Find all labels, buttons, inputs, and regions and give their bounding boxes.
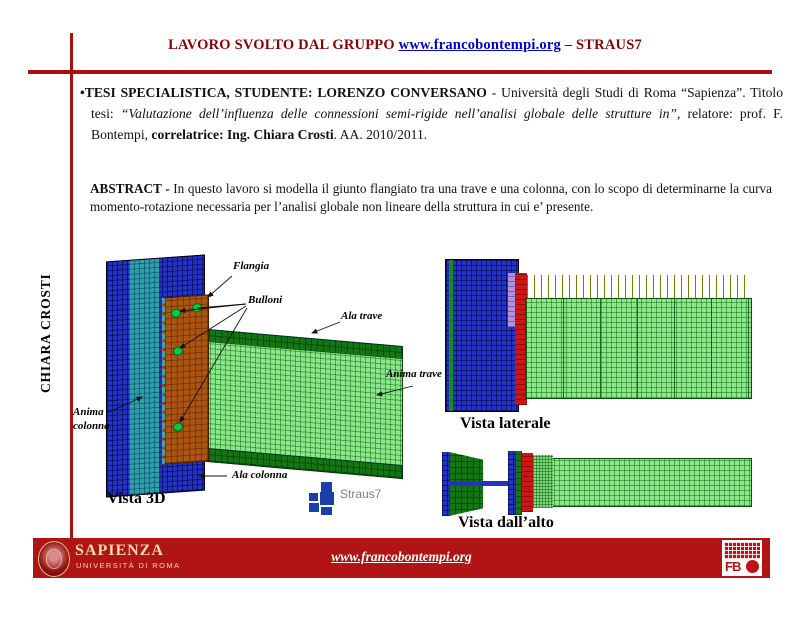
sapienza-emblem-icon [38, 541, 70, 577]
fb-seal-pattern-icon [724, 542, 760, 559]
abstract-body: In questo lavoro si modella il giunto flangiato tra una trave e una colonna, con lo scopo di determinarne la curva momento-rotazione necessaria per l’analisi globale non lineare della struttura in cui e’ presente. [90, 181, 772, 214]
fem-column-face-top [508, 451, 515, 515]
fem-beam-top [533, 458, 752, 507]
fem-flange-plate [162, 294, 209, 464]
bolt-icon [192, 303, 202, 313]
label-anima-trave: Anima trave [386, 368, 442, 380]
bolt-icon [171, 308, 181, 318]
bullet-point: • [80, 85, 85, 100]
straus7-logo-square-icon [309, 493, 318, 501]
figure-top-view [435, 448, 765, 536]
abstract-label: ABSTRACT - [90, 181, 170, 196]
thesis-student-bold: TESI SPECIALISTICA, STUDENTE: LORENZO CONVERSANO [84, 85, 492, 100]
header-title-suffix: – STRAUS7 [564, 37, 642, 53]
slide-header-title [40, 37, 770, 54]
fb-seal-circle-icon [746, 560, 759, 573]
bolt-icon [173, 346, 183, 356]
header-website-link[interactable]: www.francobontempi.org [398, 37, 561, 53]
fem-beam-web [204, 341, 403, 467]
footer-website-link[interactable]: www.francobontempi.org [331, 549, 472, 564]
straus7-logo-text: Straus7 [340, 487, 382, 501]
fem-column-flange-edge [449, 260, 453, 411]
fem-beam-3d [196, 328, 401, 478]
footer-bar [33, 538, 770, 578]
caption-vista-laterale: Vista laterale [460, 415, 551, 432]
fem-column-web-3d [129, 259, 159, 495]
straus7-logo [307, 480, 417, 516]
label-ala-trave: Ala trave [341, 310, 383, 322]
sapienza-emblem-detail [46, 549, 62, 569]
label-flangia: Flangia [233, 260, 270, 272]
figure-lateral-view [435, 252, 765, 437]
fb-seal-initials: FB [725, 559, 741, 574]
sapienza-subtitle: UNIVERSITÀ DI ROMA [76, 561, 181, 570]
thesis-paragraph [80, 82, 783, 145]
fem-plate-green-top [515, 451, 522, 515]
straus7-logo-square-icon [321, 482, 332, 492]
fem-column-web-top [449, 481, 512, 486]
load-ticks [527, 275, 750, 298]
thesis-year: . AA. 2010/2011. [333, 127, 428, 142]
thesis-correlatrice-bold: correlatrice: Ing. Chiara Crosti [151, 127, 334, 142]
straus7-logo-square-icon [321, 507, 332, 515]
fem-plate-red-top [522, 453, 533, 512]
thesis-university: - Università degli Studi di Roma “Sapienza”. Titolo tesi: [91, 85, 783, 121]
fem-column-flange-top [442, 452, 449, 516]
figure-3d-view [70, 252, 450, 522]
header-title-prefix: LAVORO SVOLTO DAL GRUPPO [168, 37, 395, 53]
caption-vista-dallalto: Vista dall’alto [458, 514, 554, 531]
straus7-logo-square-icon [309, 503, 319, 512]
caption-vista-3d: Vista 3D [107, 490, 166, 507]
label-anima-colonna-line2: colonna [73, 420, 110, 432]
bolt-icon [173, 422, 183, 432]
label-ala-colonna: Ala colonna [232, 469, 288, 481]
author-vertical-label: CHIARA CROSTI [38, 273, 53, 393]
label-bulloni: Bulloni [248, 294, 283, 306]
straus7-logo-square-icon [320, 492, 334, 505]
sapienza-wordmark: SAPIENZA [75, 542, 164, 559]
fem-beam-lateral [525, 298, 752, 399]
thesis-title-italic: “Valutazione dell’influenza delle connessioni semi-rigide nell’analisi globale delle strutture in” [120, 106, 677, 121]
thesis-relatore: , relatore: prof. F. Bontempi, [91, 106, 783, 142]
abstract-paragraph [90, 180, 772, 215]
label-anima-colonna-line1: Anima [73, 406, 104, 418]
fem-beam-dense-mesh [533, 455, 553, 508]
horizontal-divider [28, 70, 772, 74]
fb-seal-logo [722, 540, 762, 576]
